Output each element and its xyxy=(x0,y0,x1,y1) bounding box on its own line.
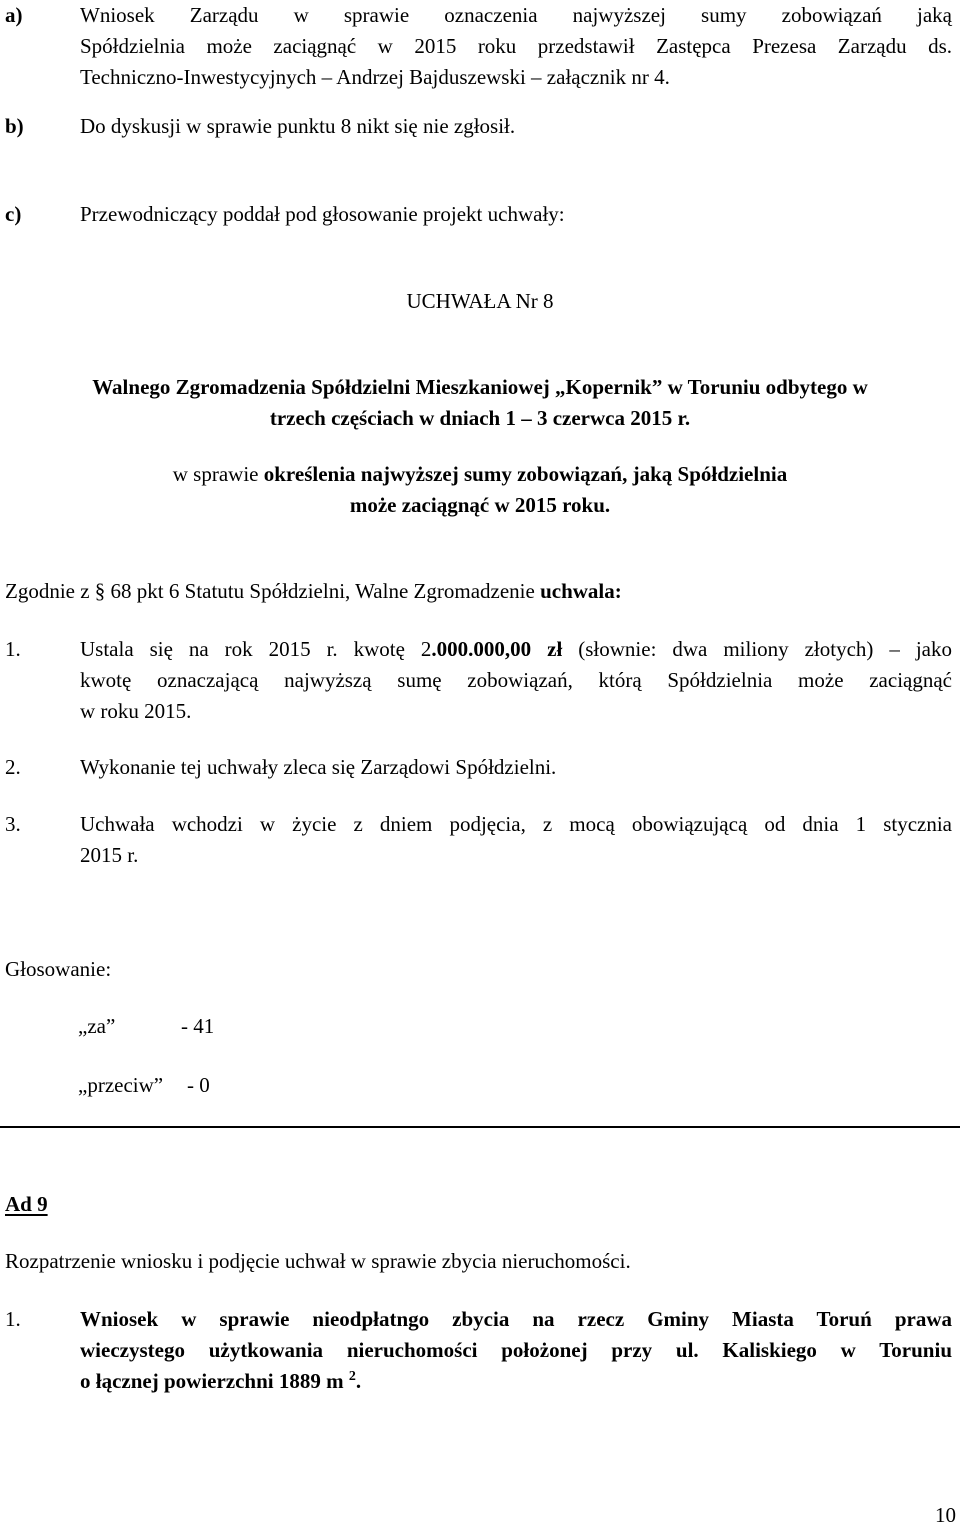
resolution-subtitle-line1: Walnego Zgromadzenia Spółdzielni Mieszkaniowej „Kopernik” w Toruniu odbytego w xyxy=(92,375,868,399)
resolution-subtitle-line2: trzech częściach w dniach 1 – 3 czerwca 2015 r. xyxy=(269,406,691,430)
ad9-item-line3 xyxy=(80,1366,952,1397)
ad9-heading xyxy=(5,1189,48,1220)
resolution-title: UCHWAŁA Nr 8 xyxy=(406,289,554,313)
point-2-text: Wykonanie tej uchwały zleca się Zarządowi Spółdzielni. xyxy=(80,755,557,779)
resolution-basis-text: Zgodnie z § 68 pkt 6 Statutu Spółdzielni, Walne Zgromadzenie xyxy=(5,579,535,603)
item-b xyxy=(5,111,952,142)
voting-for-label: „za” xyxy=(78,1014,116,1038)
resolution-subject-bold-line2: może zaciągnąć w 2015 roku. xyxy=(349,493,611,517)
resolution-basis xyxy=(5,576,622,607)
ad9-item-number: 1. xyxy=(5,1307,21,1331)
item-a-label: a) xyxy=(5,3,23,27)
point-3-number: 3. xyxy=(5,812,21,836)
point-1-amount: .000.000,00 zł xyxy=(431,637,563,661)
point-3-line1: Uchwała wchodzi w życie z dniem podjęcia, z mocą obowiązującą od dnia 1 stycznia xyxy=(80,812,952,836)
item-a xyxy=(5,0,952,93)
point-1-prefix: Ustala się na rok 2015 r. kwotę 2 xyxy=(80,637,432,661)
point-1-rest: (słownie: dwa miliony złotych) – jako xyxy=(562,637,952,661)
voting-label: Głosowanie: xyxy=(5,957,112,981)
item-b-label: b) xyxy=(5,114,24,138)
point-1-text xyxy=(80,634,952,727)
voting-against-value: - 0 xyxy=(187,1073,210,1097)
item-b-text: Do dyskusji w sprawie punktu 8 nikt się nie zgłosił. xyxy=(80,114,516,138)
ad9-item-superscript: 2 xyxy=(348,1369,356,1384)
resolution-subject-line1 xyxy=(0,459,960,490)
ad9-item-line3-suffix: . xyxy=(355,1369,362,1393)
item-c-label: c) xyxy=(5,202,22,226)
point-3-text xyxy=(80,809,952,871)
page-number: 10 xyxy=(935,1503,956,1527)
resolution-subtitle xyxy=(0,372,960,434)
item-a-text xyxy=(80,0,952,93)
item-a-line2: Spółdzielnia może zaciągnąć w 2015 roku przedstawił Zastępca Prezesa Zarządu ds. xyxy=(80,34,952,58)
point-2-number: 2. xyxy=(5,755,21,779)
resolution-subject xyxy=(0,459,960,521)
point-1-line2: kwotę oznaczającą najwyższą sumę zobowiązań, którą Spółdzielnia może zaciągnąć xyxy=(80,668,952,692)
voting-for-value: - 41 xyxy=(181,1014,215,1038)
resolution-subject-bold-line1: określenia najwyższej sumy zobowiązań, jaką Spółdzielnia xyxy=(263,462,788,486)
ad9-heading-text: Ad 9 xyxy=(5,1192,48,1216)
point-1-line1 xyxy=(80,634,952,665)
section-divider xyxy=(0,1126,960,1128)
point-1-number: 1. xyxy=(5,637,21,661)
point-3-line2: 2015 r. xyxy=(80,843,139,867)
ad9-item-text xyxy=(80,1304,952,1397)
voting-against-label: „przeciw” xyxy=(78,1073,164,1097)
ad9-item-line3-prefix: o łącznej powierzchni 1889 m xyxy=(80,1369,344,1393)
ad9-item-line2: wieczystego użytkowania nieruchomości położonej przy ul. Kaliskiego w Toruniu xyxy=(80,1338,952,1362)
point-1-line3: w roku 2015. xyxy=(80,699,192,723)
resolution-subject-prefix: w sprawie xyxy=(172,462,259,486)
item-c-text: Przewodniczący poddał pod głosowanie projekt uchwały: xyxy=(80,202,565,226)
resolution-basis-bold: uchwala: xyxy=(540,579,622,603)
ad9-item-line1: Wniosek w sprawie nieodpłatngo zbycia na rzecz Gminy Miasta Toruń prawa xyxy=(80,1307,952,1331)
item-c xyxy=(5,199,952,230)
item-a-line1: Wniosek Zarządu w sprawie oznaczenia najwyższej sumy zobowiązań jaką xyxy=(80,3,952,27)
ad9-text: Rozpatrzenie wniosku i podjęcie uchwał w sprawie zbycia nieruchomości. xyxy=(5,1249,631,1273)
item-a-line3: Techniczno-Inwestycyjnych – Andrzej Bajduszewski – załącznik nr 4. xyxy=(80,65,670,89)
